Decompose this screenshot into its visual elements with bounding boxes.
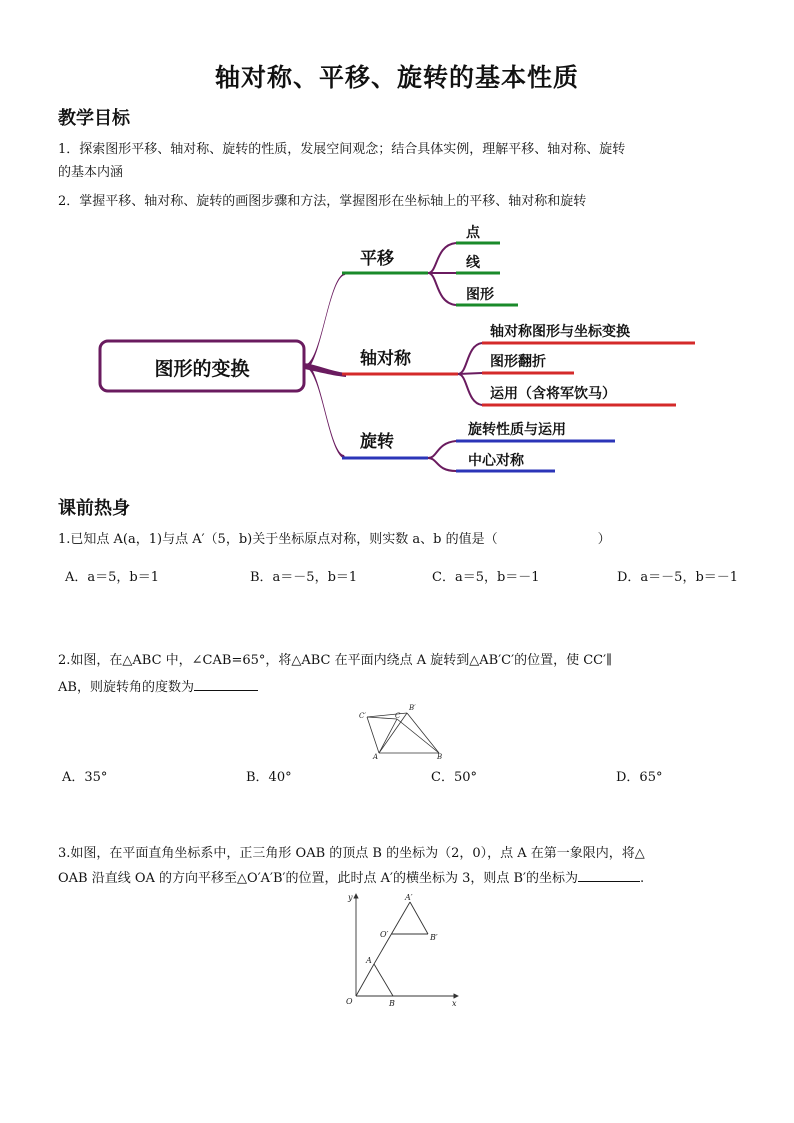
question-2-line-2	[58, 676, 258, 699]
question-3-figure	[338, 890, 464, 1012]
question-1-option-a: A．a＝5，b＝1	[65, 570, 160, 585]
question-2-option-a: A．35°	[62, 770, 108, 785]
reflection-child-application: 运用（含将军饮马）	[490, 386, 616, 402]
question-3-line-2-text: OAB 沿直线 OA 的方向平移至△O′A′B′的位置，此时点 A′的横坐标为 3，则点 B′的坐标为	[58, 871, 579, 886]
question-1-text: 1.已知点 A(a，1)与点 A′（5，b)关于坐标原点对称，则实数 a、b 的值是（	[58, 532, 498, 547]
q3-label-a: A	[366, 956, 372, 965]
objective-item-1-line-1: 1．探索图形平移、轴对称、旋转的性质，发展空间观念；结合具体实例，理解平移、轴对称、旋转	[58, 142, 626, 157]
question-2-answer-blank[interactable]	[194, 676, 258, 691]
question-1-option-b: B．a＝－5，b＝1	[250, 570, 358, 585]
branch-reflection-label: 轴对称	[360, 349, 411, 369]
mind-map-root-label: 图形的变换	[154, 358, 250, 380]
q3-label-o: O	[346, 997, 353, 1006]
q2-label-b: B	[437, 753, 443, 760]
question-2-option-b: B．40°	[246, 770, 292, 785]
branch-translation-label: 平移	[360, 249, 394, 269]
objective-item-1-line-2: 的基本内涵	[58, 165, 124, 180]
rotation-child-central-symmetry: 中心对称	[468, 453, 524, 469]
question-1-option-d: D．a＝－5，b＝－1	[617, 570, 739, 585]
objective-item-2: 2．掌握平移、轴对称、旋转的画图步骤和方法，掌握图形在坐标轴上的平移、轴对称和旋转	[58, 194, 587, 209]
question-2-option-c: C．50°	[431, 770, 477, 785]
page-title: 轴对称、平移、旋转的基本性质	[214, 63, 579, 92]
objectives-heading: 教学目标	[58, 108, 130, 129]
connector-rotation	[304, 363, 346, 459]
q3-label-y: y	[348, 893, 353, 902]
rotation-child-properties: 旋转性质与运用	[468, 422, 566, 438]
q2-label-a: A	[373, 753, 379, 760]
reflection-child-coordinates: 轴对称图形与坐标变换	[490, 324, 630, 340]
question-3-answer-blank[interactable]	[578, 867, 640, 882]
q3-label-b-prime: B′	[430, 933, 438, 942]
question-1	[58, 528, 611, 551]
transform-mind-map	[90, 215, 710, 475]
question-2-option-d: D．65°	[616, 770, 663, 785]
warmup-heading: 课前热身	[58, 498, 130, 519]
question-2-line-2-text: AB，则旋转角的度数为	[58, 680, 194, 695]
question-3-line-2	[58, 867, 644, 890]
connector-translation	[304, 273, 346, 369]
question-3-line-1: 3.如图，在平面直角坐标系中，正三角形 OAB 的顶点 B 的坐标为（2，0），点 A 在第一象限内，将△	[58, 846, 645, 861]
q2-label-c-prime: C′	[359, 712, 366, 720]
q2-label-b-prime: B′	[409, 704, 416, 712]
question-3-line-2-end: .	[640, 871, 645, 886]
translation-child-point: 点	[466, 225, 480, 241]
question-2-line-1: 2.如图，在△ABC 中，∠CAB=65°，将△ABC 在平面内绕点 A 旋转到△AB′C′的位置，使 CC′∥	[58, 653, 613, 668]
reflection-child-folding: 图形翻折	[490, 354, 546, 370]
q3-label-b: B	[389, 999, 395, 1008]
q3-label-o-prime: O′	[380, 930, 389, 939]
question-1-option-c: C．a＝5，b＝－1	[432, 570, 540, 585]
q3-label-x: x	[452, 999, 457, 1008]
q3-label-a-prime: A′	[405, 893, 413, 902]
question-2-figure	[355, 700, 445, 760]
question-1-close-paren: ）	[597, 532, 611, 547]
q2-label-c: C	[395, 712, 401, 720]
branch-rotation-label: 旋转	[360, 432, 394, 452]
translation-child-figure: 图形	[466, 287, 494, 303]
translation-child-line: 线	[466, 255, 480, 271]
